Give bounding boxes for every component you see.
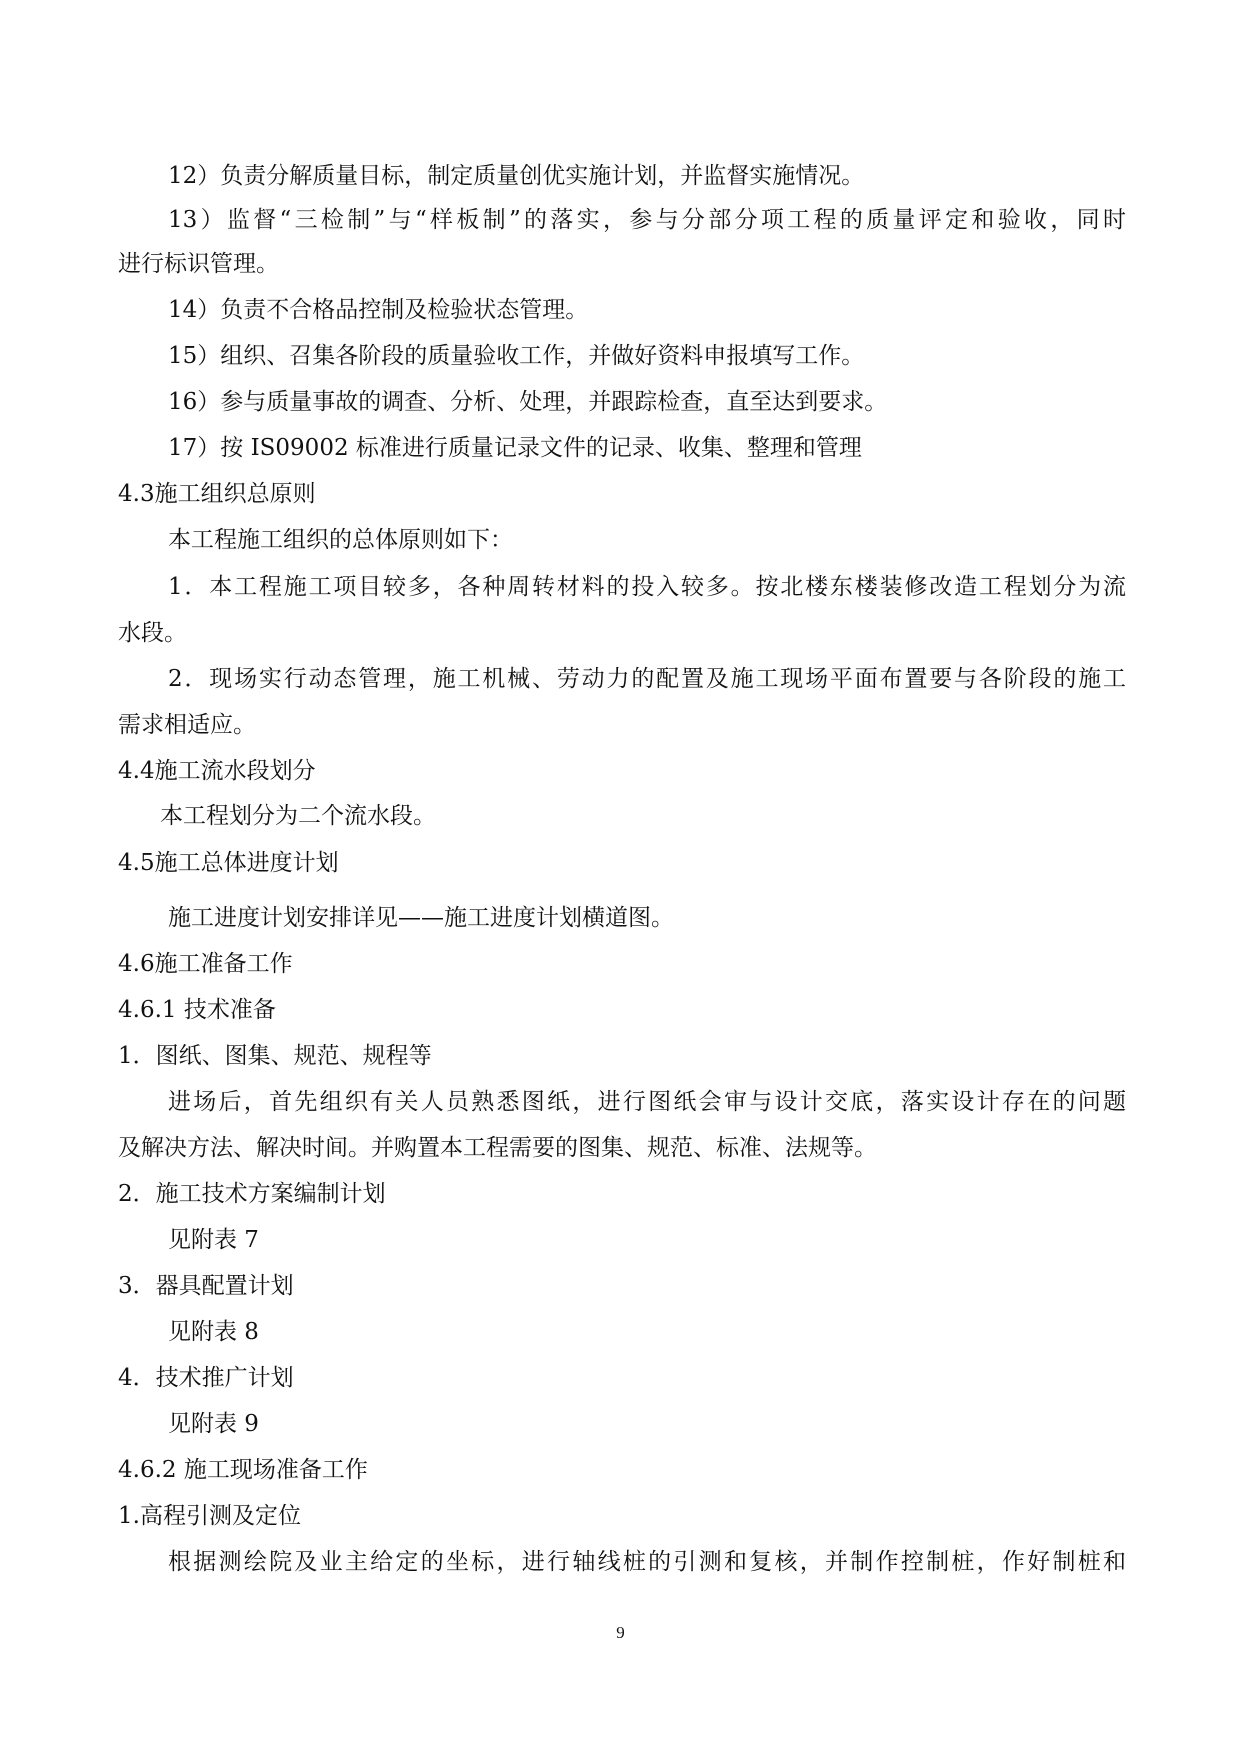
- paragraph-line: 13）监督“三检制”与“样板制”的落实，参与分部分项工程的质量评定和验收，同时: [168, 207, 1126, 233]
- section-heading: 4.6施工准备工作: [118, 951, 293, 977]
- section-heading: 4.3施工组织总原则: [118, 481, 316, 507]
- paragraph-line: 15）组织、召集各阶段的质量验收工作，并做好资料申报填写工作。: [168, 343, 865, 369]
- paragraph-line: 2．现场实行动态管理，施工机械、劳动力的配置及施工现场平面布置要与各阶段的施工: [168, 666, 1126, 692]
- paragraph-line: 1．本工程施工项目较多，各种周转材料的投入较多。按北楼东楼装修改造工程划分为流: [168, 574, 1126, 600]
- section-heading: 4.4施工流水段划分: [118, 758, 316, 784]
- list-heading: 3．器具配置计划: [118, 1273, 294, 1299]
- list-heading: 4．技术推广计划: [118, 1365, 294, 1391]
- paragraph-line: 见附表 9: [168, 1411, 259, 1437]
- paragraph-line: 16）参与质量事故的调查、分析、处理，并跟踪检查，直至达到要求。: [168, 389, 888, 415]
- paragraph-line: 14）负责不合格品控制及检验状态管理。: [168, 297, 589, 323]
- paragraph-line: 17）按 IS09002 标准进行质量记录文件的记录、收集、整理和管理: [168, 435, 862, 461]
- paragraph-line: 及解决方法、解决时间。并购置本工程需要的图集、规范、标准、法规等。: [118, 1135, 877, 1161]
- section-heading: 4.5施工总体进度计划: [118, 850, 339, 876]
- page-number: 9: [616, 1623, 625, 1642]
- subsection-heading: 4.6.1 技术准备: [118, 997, 276, 1023]
- paragraph-line: 见附表 7: [168, 1227, 259, 1253]
- list-heading: 2．施工技术方案编制计划: [118, 1181, 386, 1207]
- paragraph-line: 本工程划分为二个流水段。: [160, 803, 436, 829]
- list-heading: 1.高程引测及定位: [118, 1503, 301, 1529]
- paragraph-line: 进行标识管理。: [118, 251, 279, 277]
- paragraph-line: 进场后，首先组织有关人员熟悉图纸，进行图纸会审与设计交底，落实设计存在的问题: [168, 1089, 1126, 1115]
- paragraph-line: 需求相适应。: [118, 712, 256, 738]
- paragraph-line: 根据测绘院及业主给定的坐标，进行轴线桩的引测和复核，并制作控制桩，作好制桩和: [168, 1549, 1126, 1575]
- paragraph-line: 见附表 8: [168, 1319, 259, 1345]
- subsection-heading: 4.6.2 施工现场准备工作: [118, 1457, 368, 1483]
- paragraph-line: 本工程施工组织的总体原则如下：: [168, 527, 513, 553]
- list-heading: 1．图纸、图集、规范、规程等: [118, 1043, 432, 1069]
- paragraph-line: 施工进度计划安排详见——施工进度计划横道图。: [168, 905, 674, 931]
- paragraph-line: 12）负责分解质量目标，制定质量创优实施计划，并监督实施情况。: [168, 163, 865, 189]
- paragraph-line: 水段。: [118, 620, 187, 646]
